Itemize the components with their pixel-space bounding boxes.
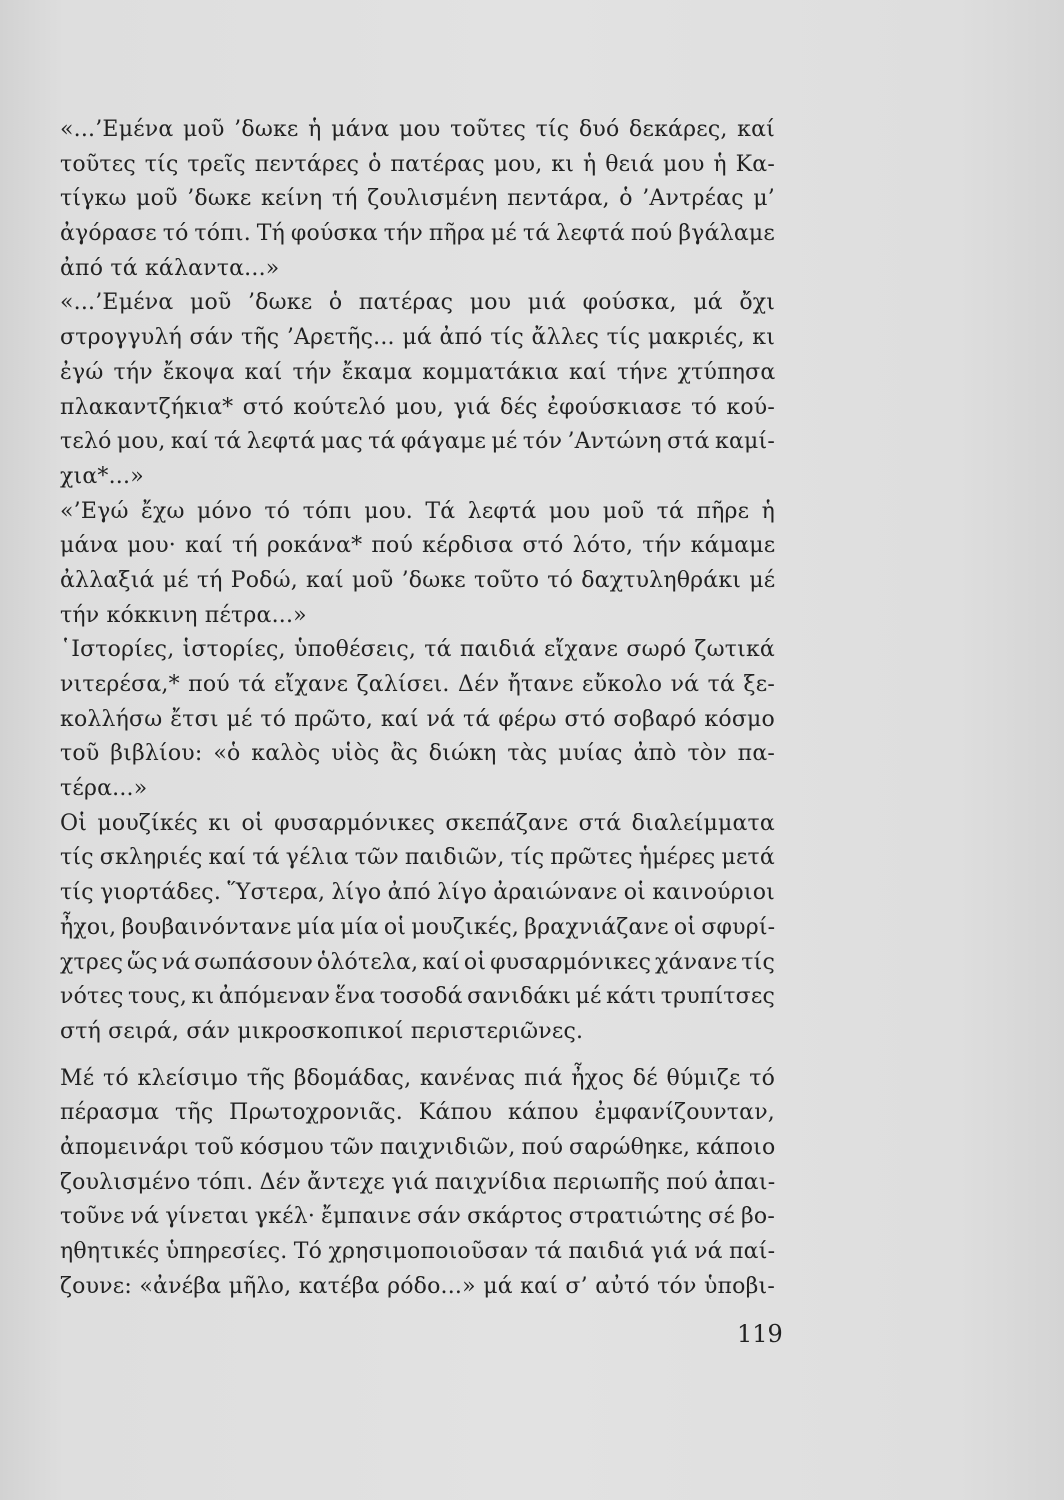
text-line: τίγκω μοῦ ’δωκε κείνη τή ζουλισμένη πεντάρα, ὁ ’Αντρέας μ’ xyxy=(60,186,775,212)
text-line: χτρες ὥς νά σωπάσουν ὁλότελα, καί οἱ φυσαρμόνικες χάνανε τίς xyxy=(60,949,775,975)
text-line: τίς σκληριές καί τά γέλια τῶν παιδιῶν, τίς πρῶτες ἡμέρες μετά xyxy=(60,845,775,871)
text-line: ἐγώ τήν ἔκοψα καί τήν ἔκαμα κομματάκια καί τήνε χτύπησα xyxy=(60,359,775,385)
text-line: «’Εγώ ἔχω μόνο τό τόπι μου. Τά λεφτά μου μοῦ τά πῆρε ἡ xyxy=(60,498,775,524)
page-number: 119 xyxy=(737,1320,783,1348)
text-line: μάνα μου· καί τή ροκάνα* πού κέρδισα στό λότο, τήν κάμαμε xyxy=(60,533,775,559)
text-line: νιτερέσα,* πού τά εἴχανε ζαλίσει. Δέν ἤτανε εὔκολο νά τά ξε- xyxy=(60,672,775,697)
text-line: Μέ τό κλείσιμο τῆς βδομάδας, κανένας πιά ἦχος δέ θύμιζε τό xyxy=(60,1065,775,1091)
text-line: τοῦ βιβλίου: «ὁ καλὸς υἱὸς ἂς διώκη τὰς μυίας ἀπὸ τὸν πα- xyxy=(60,741,775,767)
text-line: Οἱ μουζίκές κι οἱ φυσαρμόνικες σκεπάζανε στά διαλείμματα xyxy=(60,810,775,836)
text-line: χια*...» xyxy=(60,463,144,489)
body-text xyxy=(60,113,775,1304)
text-line: ῾Ιστορίες, ἱστορίες, ὑποθέσεις, τά παιδιά εἴχανε σωρό ζωτικά xyxy=(60,637,775,663)
text-line: ἀπομεινάρι τοῦ κόσμου τῶν παιχνιδιῶν, πού σαρώθηκε, κάποιο xyxy=(60,1134,775,1160)
text-line: «...’Εμένα μοῦ ’δωκε ὁ πατέρας μου μιά φούσκα, μά ὄχι xyxy=(60,290,775,316)
text-line: τοῦνε νά γίνεται γκέλ· ἔμπαινε σάν σκάρτος στρατιώτης σέ βο- xyxy=(60,1204,775,1230)
text-line: τίς γιορτάδες. Ὕστερα, λίγο ἀπό λίγο ἀραιώνανε οἱ καινούριοι xyxy=(60,880,775,906)
text-line: «...’Εμένα μοῦ ’δωκε ἡ μάνα μου τοῦτες τίς δυό δεκάρες, καί xyxy=(60,117,775,142)
text-line: ἀπό τά κάλαντα...» xyxy=(60,255,280,281)
text-line: τήν κόκκινη πέτρα...» xyxy=(60,602,307,628)
text-line: ηθητικές ὑπηρεσίες. Τό χρησιμοποιοῦσαν τά παιδιά γιά νά παί- xyxy=(60,1239,775,1264)
text-line: ἀγόρασε τό τόπι. Τή φούσκα τήν πῆρα μέ τά λεφτά πού βγάλαμε xyxy=(60,221,775,247)
text-line: πλακαντζήκια* στό κούτελό μου, γιά δές ἐφούσκιασε τό κού- xyxy=(60,394,775,420)
text-line: πέρασμα τῆς Πρωτοχρονιᾶς. Κάπου κάπου ἐμφανίζουνταν, xyxy=(60,1100,775,1126)
text-line: στή σειρά, σάν μικροσκοπικοί περιστεριῶνες. xyxy=(60,1018,584,1044)
text-line: νότες τους, κι ἀπόμεναν ἕνα τοσοδά σανιδάκι μέ κάτι τρυπίτσες xyxy=(60,984,775,1010)
text-line: τέρα...» xyxy=(60,776,148,802)
text-line: ζουλισμένο τόπι. Δέν ἄντεχε γιά παιχνίδια περιωπῆς πού ἀπαι- xyxy=(60,1169,775,1195)
text-line: ζουνε: «ἀνέβα μῆλο, κατέβα ρόδο...» μά καί σ’ αὐτό τόν ὑποβι- xyxy=(60,1273,775,1299)
text-line: τελό μου, καί τά λεφτά μας τά φάγαμε μέ τόν ’Αντώνη στά καμί- xyxy=(60,429,775,455)
text-line: στρογγυλή σάν τῆς ’Αρετῆς... μά ἀπό τίς ἄλλες τίς μακριές, κι xyxy=(60,325,775,351)
text-line: τοῦτες τίς τρεῖς πεντάρες ὁ πατέρας μου, κι ἡ θειά μου ἡ Κα- xyxy=(60,151,775,177)
text-line: ἀλλαξιά μέ τή Ροδώ, καί μοῦ ’δωκε τοῦτο τό δαχτυληθράκι μέ xyxy=(60,567,775,593)
paragraph-gap xyxy=(60,1050,775,1062)
text-line: ἦχοι, βουβαινόντανε μία μία οἱ μουζικές, βραχνιάζανε οἱ σφυρί- xyxy=(60,914,775,940)
text-line: κολλήσω ἔτσι μέ τό πρῶτο, καί νά τά φέρω στό σοβαρό κόσμο xyxy=(60,706,775,732)
